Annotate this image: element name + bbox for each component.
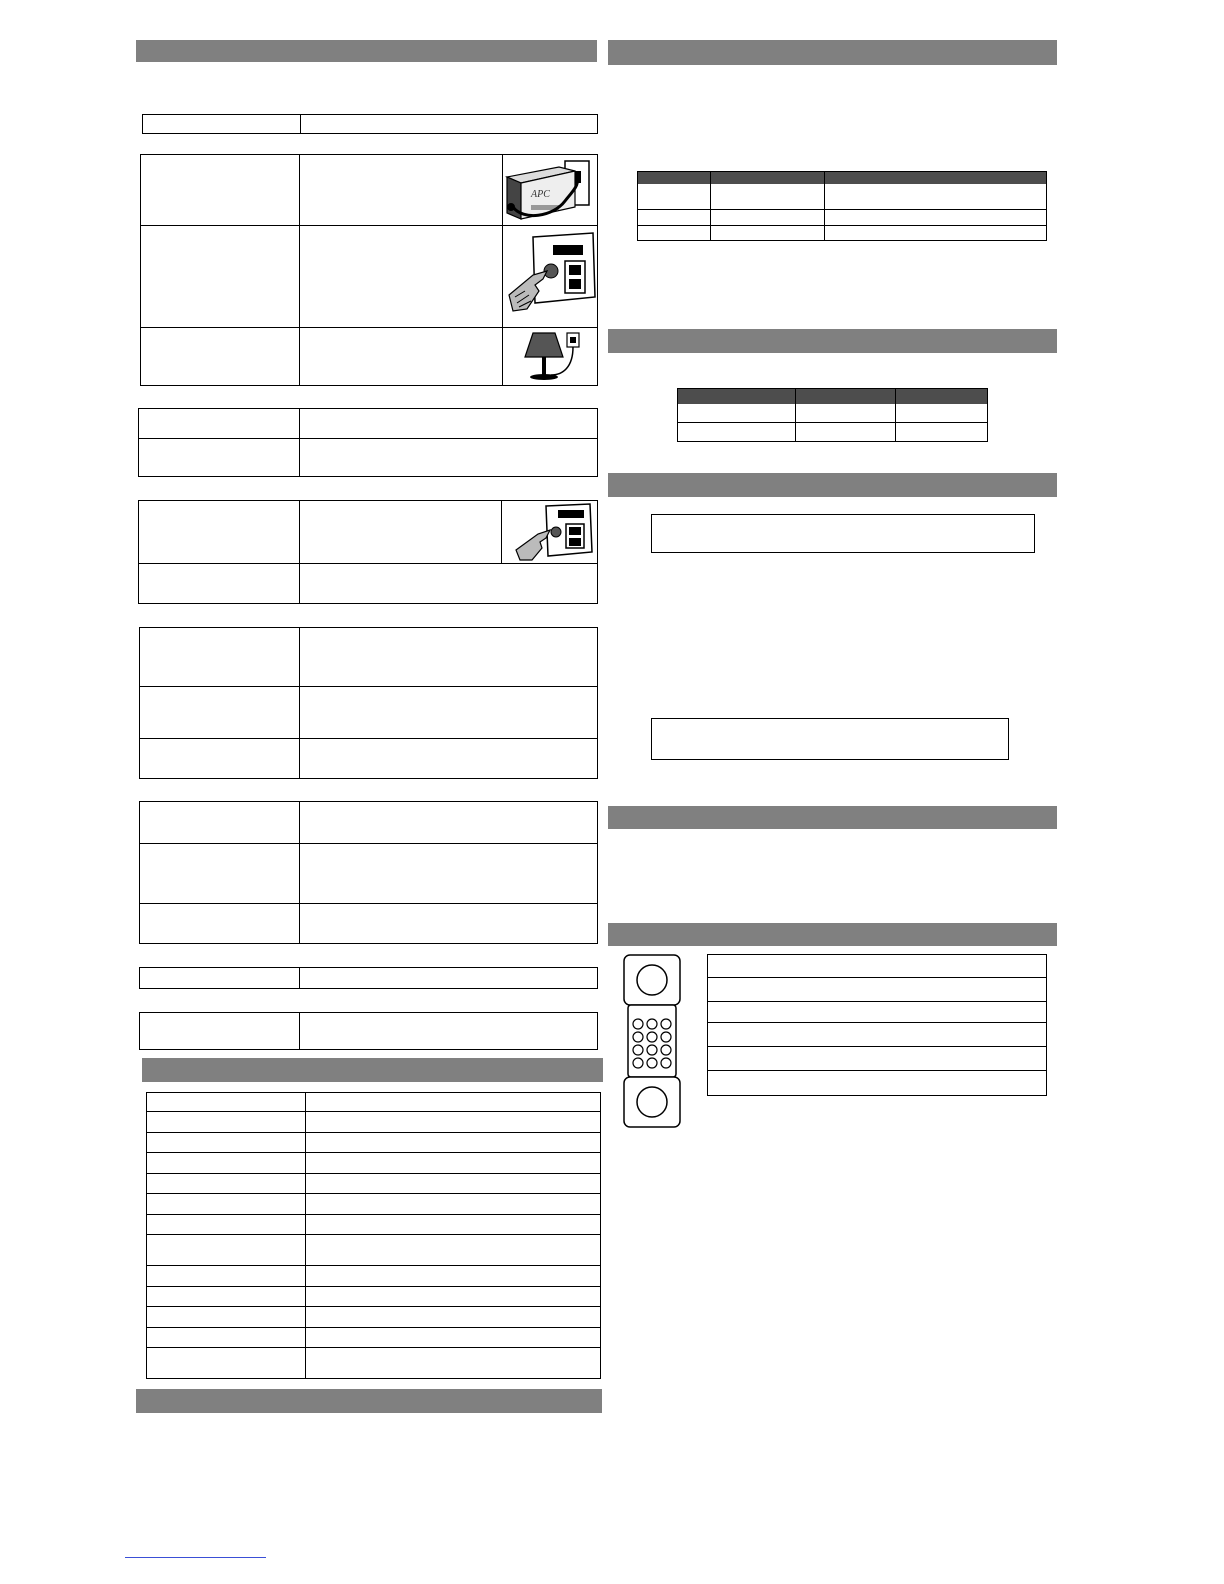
step-table-6 bbox=[139, 801, 598, 944]
step-table-7 bbox=[139, 967, 598, 989]
step-table-5 bbox=[139, 627, 598, 779]
svg-text:APC: APC bbox=[531, 189, 550, 200]
step-table-4 bbox=[138, 500, 598, 604]
right-table-2 bbox=[677, 388, 988, 442]
finger-pressing-power-button-icon bbox=[502, 502, 596, 562]
left-section-bar-2 bbox=[142, 1058, 603, 1082]
right-section-bar-1 bbox=[608, 40, 1057, 65]
table-header-row bbox=[638, 172, 1046, 184]
step-table-2 bbox=[140, 154, 598, 386]
footer-link[interactable] bbox=[125, 1557, 266, 1558]
step-table-1 bbox=[142, 114, 598, 134]
notice-box-1 bbox=[651, 514, 1035, 553]
notice-box-2 bbox=[651, 718, 1009, 760]
phone-handset-icon bbox=[622, 954, 682, 1129]
finger-pressing-power-button-icon bbox=[503, 231, 597, 323]
right-section-bar-3 bbox=[608, 473, 1057, 497]
right-section-bar-5 bbox=[608, 923, 1057, 946]
ups-plugged-into-wall-icon bbox=[503, 157, 597, 223]
table-header-row bbox=[678, 389, 987, 404]
contact-table bbox=[707, 954, 1047, 1096]
left-section-bar-3 bbox=[136, 1389, 602, 1413]
right-section-bar-4 bbox=[608, 806, 1057, 829]
right-table-1 bbox=[637, 171, 1047, 241]
step-table-3 bbox=[138, 408, 598, 477]
step-table-8 bbox=[139, 1012, 598, 1050]
left-section-bar-1 bbox=[136, 40, 597, 62]
lamp-plugged-in-icon bbox=[503, 329, 597, 385]
right-section-bar-2 bbox=[608, 329, 1057, 353]
spec-table bbox=[146, 1092, 601, 1379]
